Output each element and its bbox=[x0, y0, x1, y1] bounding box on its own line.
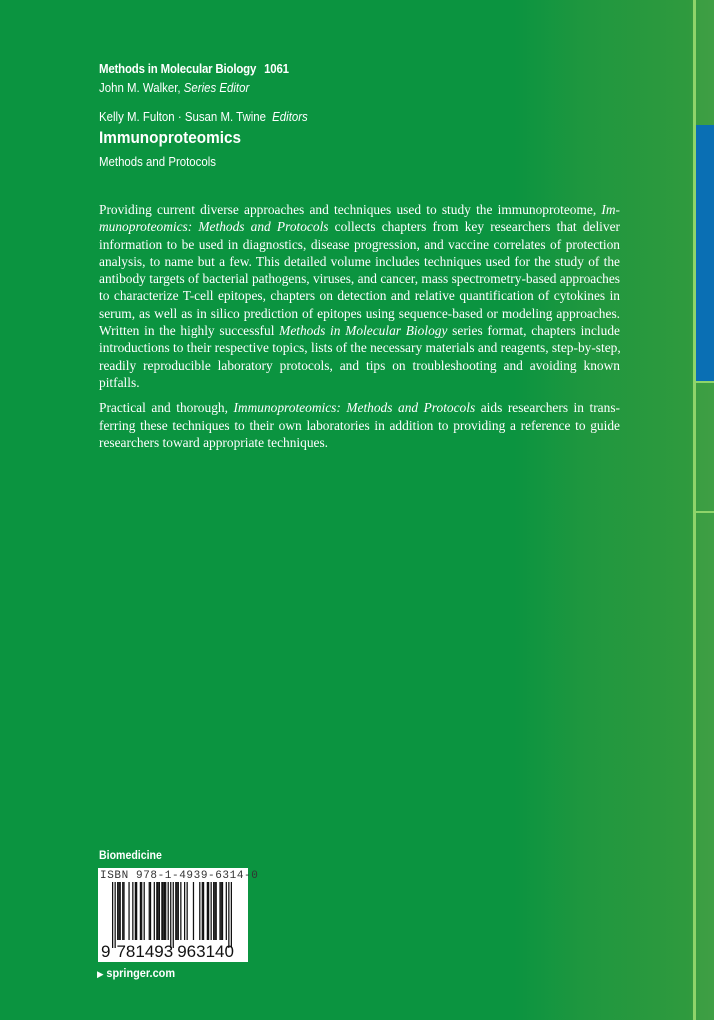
ean-group-2: 963140 bbox=[177, 942, 234, 961]
text-line: Practical and thorough, Immunoproteomics: Methods and Protocols aids researchers in trans- bbox=[99, 400, 620, 416]
text-line: Written in the highly successful Methods in Molecular Biology series format, chapters include bbox=[99, 323, 620, 339]
ean-first-digit: 9 bbox=[101, 942, 111, 961]
text-line: information to be used in diagnostics, disease progression, and vaccine correlates of protection bbox=[99, 236, 620, 252]
book-subtitle: Methods and Protocols bbox=[99, 154, 217, 169]
description bbox=[99, 201, 620, 459]
text-line: ferring these techniques to their own laboratories in addition to providing a reference to guide bbox=[99, 417, 620, 433]
series-line bbox=[99, 61, 289, 76]
description-paragraph-2 bbox=[99, 399, 620, 451]
series-editor-role: Series Editor bbox=[183, 80, 250, 95]
text-line: introductions to their respective topics, lists of the necessary materials and reagents, step-by-step, bbox=[99, 340, 621, 356]
text-line: antibody targets of bacterial pathogens, viruses, and cancer, mass spectrometry-based approaches bbox=[99, 271, 620, 287]
series-number: 1061 bbox=[264, 61, 289, 76]
ean-group-1: 781493 bbox=[116, 942, 174, 961]
publisher-website[interactable]: springer.com bbox=[106, 968, 176, 980]
text-line: serum, as well as in silico prediction of epitopes using sequence-based or modeling approaches. bbox=[99, 305, 620, 321]
subject-category: Biomedicine bbox=[99, 850, 162, 862]
color-tab bbox=[696, 125, 714, 381]
text-line: to characterize T-cell epitopes, chapters on detection and relative quantification of cytokines in bbox=[99, 288, 620, 304]
spine-stripe-horizontal-2 bbox=[696, 511, 714, 513]
spine-stripe-horizontal-1 bbox=[696, 381, 714, 383]
editors-line bbox=[99, 109, 308, 124]
barcode-bars-icon bbox=[112, 882, 232, 948]
text-line: pitfalls. bbox=[99, 374, 140, 390]
text-line: analysis, to name but a few. This detailed volume includes techniques used for the study of the bbox=[99, 253, 620, 269]
description-paragraph-1 bbox=[99, 201, 620, 391]
book-title: Immunoproteomics bbox=[99, 128, 241, 147]
editors-role: Editors bbox=[272, 109, 308, 124]
text-line: Providing current diverse approaches and techniques used to study the immunoproteome, Im- bbox=[99, 202, 620, 217]
triangle-right-icon: ▶ bbox=[97, 969, 104, 979]
ean-digits bbox=[101, 942, 234, 962]
editors-names: Kelly M. Fulton · Susan M. Twine bbox=[99, 109, 267, 124]
isbn-barcode bbox=[98, 868, 259, 962]
series-editor-name: John M. Walker, bbox=[99, 80, 181, 95]
publisher-link[interactable] bbox=[97, 968, 175, 980]
text-line: researchers toward appropriate techniques. bbox=[99, 434, 329, 450]
series-editor-line bbox=[99, 80, 249, 95]
text-line: readily reproducible laboratory protocols, and tips on troubleshooting and avoiding known bbox=[99, 357, 620, 373]
isbn-label: ISBN 978-1-4939-6314-0 bbox=[100, 870, 259, 882]
series-name: Methods in Molecular Biology bbox=[99, 61, 257, 76]
text-line: munoproteomics: Methods and Protocols collects chapters from key researchers that deliver bbox=[99, 219, 620, 235]
